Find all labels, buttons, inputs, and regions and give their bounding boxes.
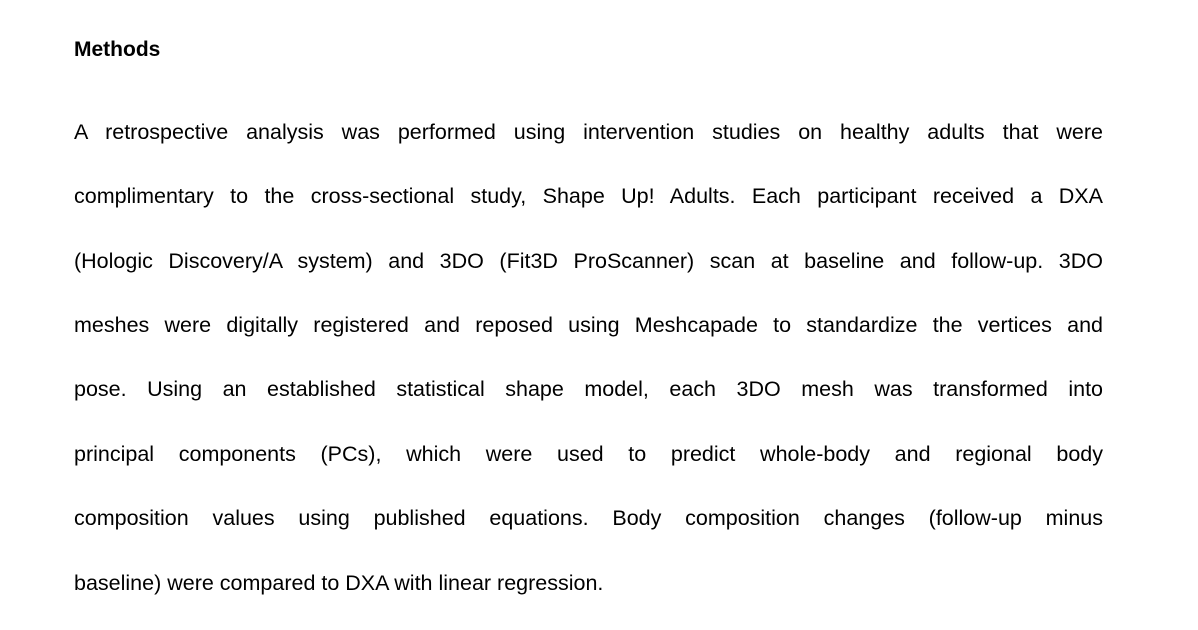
paragraph-line: meshes were digitally registered and reposed using Meshcapade to standardize the vertices and (74, 313, 1103, 337)
paragraph-line: A retrospective analysis was performed using intervention studies on healthy adults that were (74, 120, 1103, 144)
paragraph-line: baseline) were compared to DXA with linear regression. (74, 571, 604, 595)
paragraph-line: pose. Using an established statistical shape model, each 3DO mesh was transformed into (74, 377, 1103, 401)
paragraph-line: (Hologic Discovery/A system) and 3DO (Fit3D ProScanner) scan at baseline and follow-up. 3DO (74, 249, 1103, 273)
paragraph-line: complimentary to the cross-sectional study, Shape Up! Adults. Each participant received a DXA (74, 184, 1103, 208)
paragraph-line: principal components (PCs), which were used to predict whole-body and regional body (74, 442, 1103, 466)
paragraph-line: composition values using published equations. Body composition changes (follow-up minus (74, 506, 1103, 530)
section-heading: Methods (74, 38, 161, 61)
